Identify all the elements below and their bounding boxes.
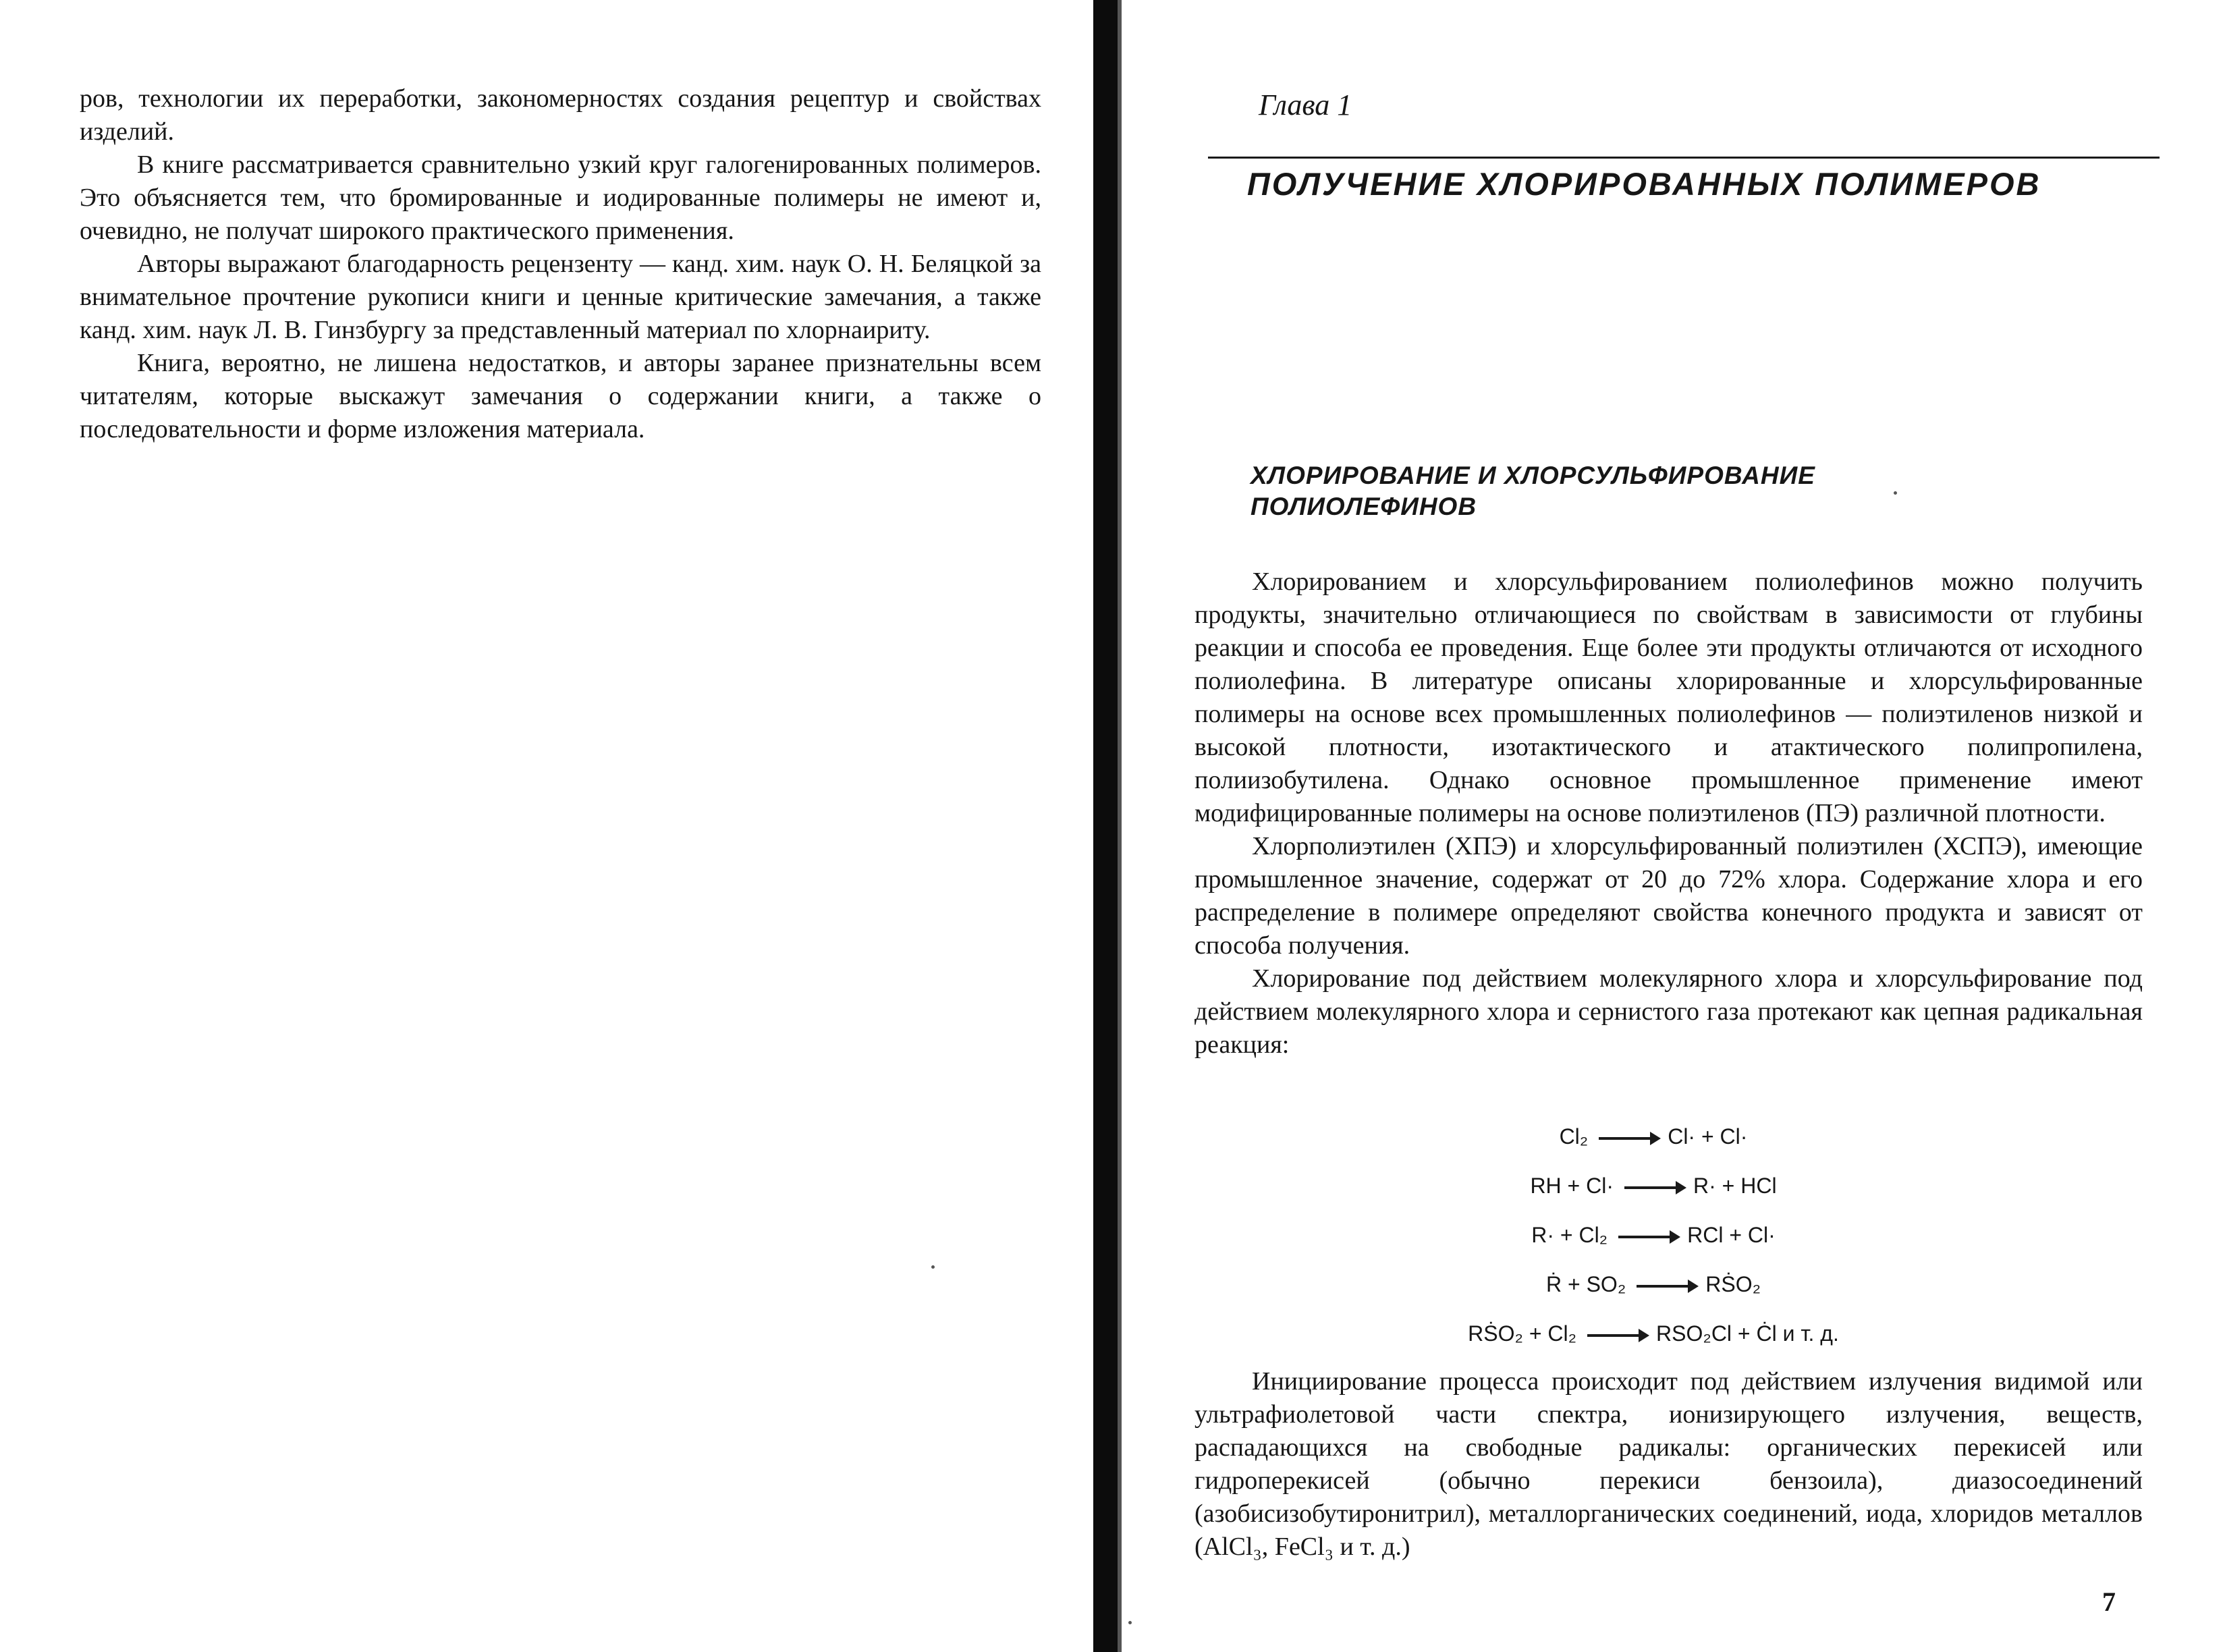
page-number: 7: [2102, 1587, 2116, 1617]
paragraph: Книга, вероятно, не лишена недостатков, и авторы заранее признательны всем читателям, которые выскажут замечания о содержании книги, а также о последовательности и форме изложения материала.: [80, 349, 1041, 443]
paragraph: Хлорирование под действием молекулярного хлора и хлорсульфирование под действием молекулярного хлора и сернистого газа протекают как цепная радикальная реакция:: [1194, 964, 2143, 1059]
products: RSO₂Cl + Ċl и т. д.: [1656, 1321, 1839, 1346]
products: R· + HCl: [1693, 1174, 1777, 1198]
section-title-line: ПОЛИОЛЕФИНОВ: [1251, 493, 1477, 520]
products: Cl· + Cl·: [1668, 1124, 1748, 1149]
reaction-equation: [1404, 1260, 1903, 1309]
products: RCl + Cl·: [1687, 1223, 1776, 1247]
book-gutter: [1093, 0, 1118, 1652]
reactants: Ṙ + SO₂: [1546, 1272, 1626, 1296]
paragraph: В книге рассматривается сравнительно узкий круг галогенированных полимеров. Это объясняется тем, что бромированные и иодированные полимеры не имеют и, очевидно, не получат широкого практического применения.: [80, 150, 1041, 245]
reactants: RṠO₂ + Cl₂: [1468, 1321, 1577, 1346]
reaction-arrow-icon: [1599, 1137, 1657, 1140]
paragraph: Хлорированием и хлорсульфированием полиолефинов можно получить продукты, значительно отличающиеся по свойствам в зависимости от глубины реакции и способа ее проведения. Еще более эти продукты отличаются от исходного полиолефина. В литературе описаны хлорированные и хлорсульфированные полимеры на основе всех промышленных полиолефинов — полиэтиленов низкой и высокой плотности, изотактического и атактического полипропилена, полиизобутилена. Однако основное промышленное применение имеют модифицированные полимеры на основе полиэтиленов (ПЭ) различной плотности.: [1194, 568, 2143, 827]
reactants: Cl₂: [1559, 1124, 1589, 1149]
section-title-line: ХЛОРИРОВАНИЕ И ХЛОРСУЛЬФИРОВАНИЕ: [1251, 462, 1815, 489]
products: RṠO₂: [1705, 1272, 1761, 1296]
print-speck: [931, 1265, 935, 1269]
reactants: R· + Cl₂: [1531, 1223, 1608, 1247]
reaction-arrow-icon: [1618, 1236, 1676, 1238]
reaction-arrow-icon: [1624, 1186, 1682, 1189]
chapter-title: ПОЛУЧЕНИЕ ХЛОРИРОВАННЫХ ПОЛИМЕРОВ: [1247, 166, 2041, 202]
right-page-text: [1194, 566, 2143, 1062]
chapter-rule: [1208, 157, 2160, 159]
reaction-equation: [1404, 1161, 1903, 1211]
left-page: [0, 0, 1093, 1652]
reaction-arrow-icon: [1637, 1285, 1695, 1288]
print-speck: [1894, 491, 1897, 495]
right-page-text-continued: [1194, 1365, 2143, 1564]
paragraph: Авторы выражают благодарность рецензенту — канд. хим. наук О. Н. Беляцкой за внимательное прочтение рукописи книги и ценные критические замечания, а также канд. хим. наук Л. В. Гинзбургу за представленный материал по хлорнаириту.: [80, 250, 1041, 344]
reaction-equation: [1404, 1211, 1903, 1260]
left-page-text: [80, 82, 1041, 446]
reaction-equation: [1404, 1309, 1903, 1358]
paragraph: Инициирование процесса происходит под действием излучения видимой или ультрафиолетовой части спектра, ионизирующего излучения, веществ, распадающихся на свободные радикалы: органических перекисей или гидроперекисей (обычно перекиси бензоила), диазосоединений (азобисизобутиронитрил), металлорганических соединений, иода, хлоридов металлов (AlCl₃, FeCl₃ и т. д.): [1194, 1367, 2143, 1561]
paragraph: Хлорполиэтилен (ХПЭ) и хлорсульфированный полиэтилен (ХСПЭ), имеющие промышленное значение, содержат от 20 до 72% хлора. Содержание хлора и его распределение в полимере определяют свойства конечного продукта и зависят от способа получения.: [1194, 832, 2143, 960]
section-title: [1251, 460, 1815, 522]
reaction-scheme: [1404, 1112, 1903, 1358]
reaction-equation: [1404, 1112, 1903, 1161]
reactants: RH + Cl·: [1530, 1174, 1614, 1198]
paragraph: ров, технологии их переработки, закономерностях создания рецептур и свойствах изделий.: [80, 84, 1041, 146]
chapter-label: Глава 1: [1259, 88, 1352, 121]
reaction-arrow-icon: [1587, 1334, 1645, 1337]
